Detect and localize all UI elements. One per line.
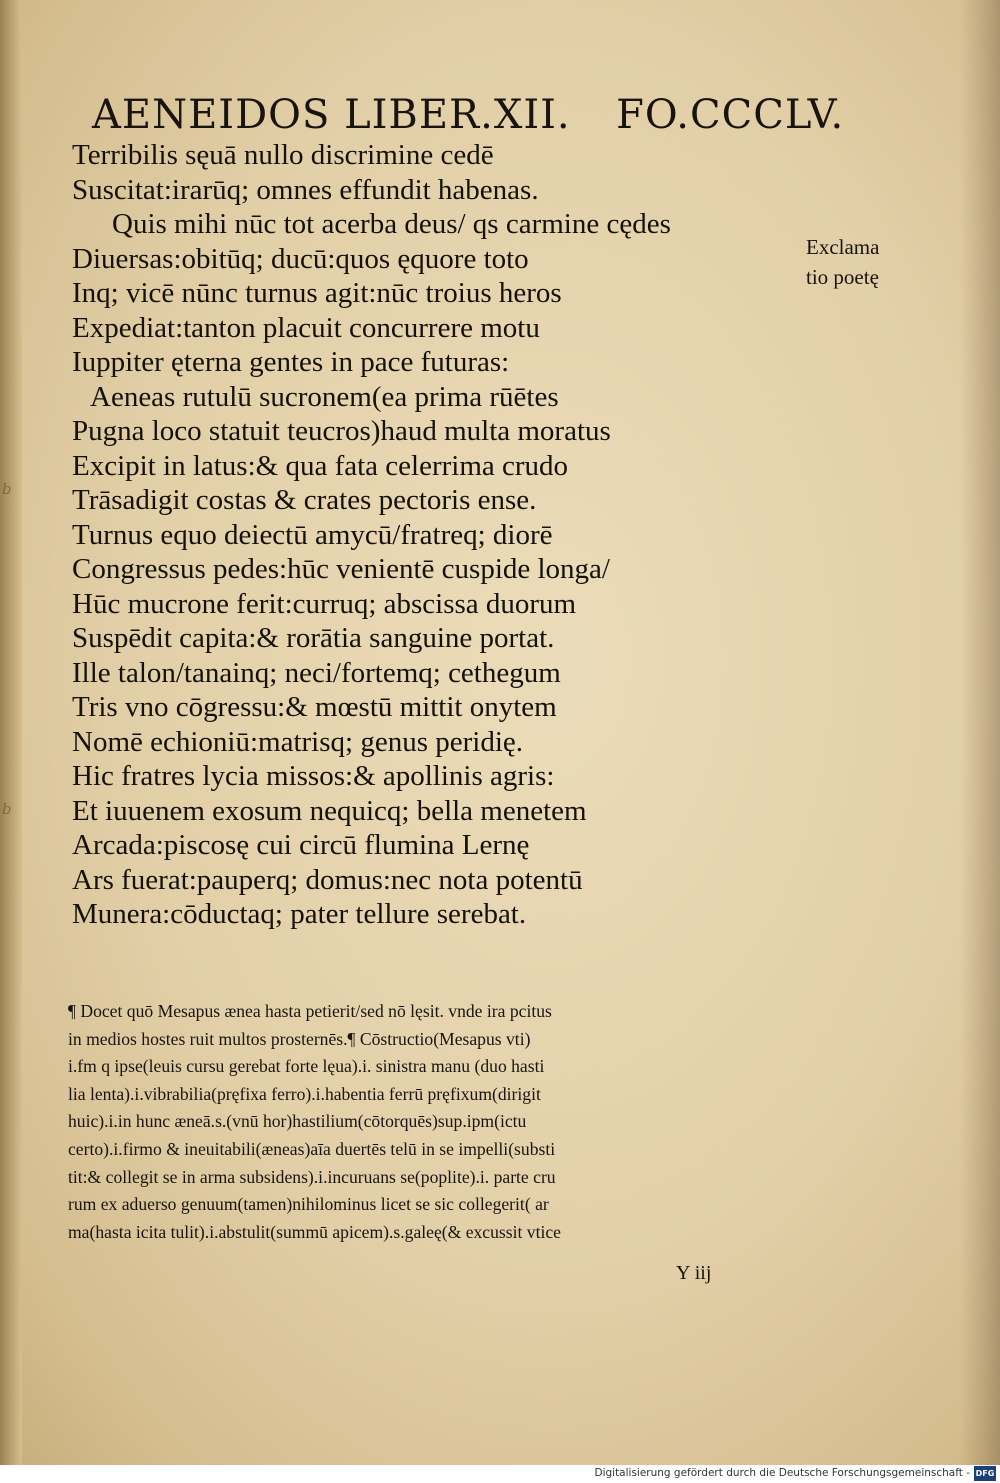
running-header — [92, 92, 845, 138]
marginal-note — [806, 232, 906, 292]
verse-line: Suscitat:irarūq; omnes effundit habenas. — [72, 173, 539, 206]
running-title: AENEIDOS LIBER.XII. — [92, 92, 571, 138]
commentary-line: i.fm q ipse(leuis cursu gerebat forte lęua).i. sinistra manu (duo hasti — [68, 1056, 545, 1077]
verse-line: Turnus equo deiectū amycū/fratreq; diorē — [72, 518, 553, 551]
commentary-line: ¶ Docet quō Mesapus ænea hasta petierit/sed nō lęsit. vnde ira pcitus — [68, 1001, 552, 1021]
verse-line: Aeneas rutulū sucronem(ea prima rūētes — [90, 380, 559, 413]
commentary-line: lia lenta).i.vibrabilia(pręfixa ferro).i.habentia ferrū pręfixum(dirigit — [68, 1083, 541, 1104]
verse-line: Nomē echioniū:matrisq; genus peridię. — [72, 725, 524, 758]
verse-line: Munera:cōductaq; pater tellure serebat. — [72, 898, 527, 930]
verse-line: Excipit in latus:& qua fata celerrima crudo — [72, 449, 569, 482]
verse-block — [72, 138, 792, 932]
commentary-line: in medios hostes ruit multos prosternēs.¶ Cōstructio(Mesapus vti) — [68, 1028, 531, 1049]
verse-line: Et iuuenem exosum nequicq; bella menetem — [72, 794, 587, 827]
verse-line: Expediat:tanton placuit concurrere motu — [72, 311, 540, 344]
dfg-logo-icon: DFG — [974, 1466, 996, 1481]
right-page-fold — [960, 0, 1000, 1465]
verse-line: Hic fratres lycia missos:& apollinis agris: — [72, 760, 555, 792]
marginal-note-line: Exclama — [806, 235, 880, 259]
verse-line: Inq; vicē nūnc turnus agit:nūc troius heros — [72, 277, 562, 309]
verse-line: Ars fuerat:pauperq; domus:nec nota potentū — [72, 863, 583, 896]
verse-line: Congressus pedes:hūc venientē cuspide longa/ — [72, 553, 610, 585]
verse-line: Terribilis sęuā nullo discrimine cedē — [72, 139, 494, 171]
verse-line: Tris vno cōgressu:& mœstū mittit onytem — [72, 691, 557, 723]
marginal-note-line: tio poetę — [806, 265, 879, 289]
verse-line: Arcada:piscosę cui circū flumina Lernę — [72, 829, 530, 861]
footer-credit: Digitalisierung gefördert durch die Deutsche Forschungsgemeinschaft - — [594, 1467, 970, 1479]
folio-number: FO.CCCLV. — [616, 92, 845, 138]
verse-line: Quis mihi nūc tot acerba deus/ qs carmine cędes — [112, 208, 671, 240]
commentary-line: rum ex aduerso genuum(tamen)nihilominus licet se sic collegerit( ar — [68, 1194, 549, 1215]
verse-line: Hūc mucrone ferit:curruq; abscissa duorum — [72, 587, 577, 620]
verse-line: Pugna loco statuit teucros)haud multa moratus — [72, 415, 611, 447]
verse-line: Diuersas:obitūq; ducū:quos ęquore toto — [72, 242, 529, 275]
commentary-block — [68, 998, 788, 1246]
commentary-line: huic).i.in hunc æneā.s.(vnū hor)hastilium(cōtorquēs)sup.ipm(ictu — [68, 1111, 527, 1132]
verse-line: Trāsadigit costas & crates pectoris ense. — [72, 484, 537, 516]
commentary-line: ma(hasta icita tulit).i.abstulit(summū apicem).s.galeę(& excussit vtice — [68, 1221, 561, 1242]
commentary-line: tit:& collegit se in arma subsidens).i.incuruans se(poplite).i. parte cru — [68, 1166, 556, 1187]
verse-line: Suspēdit capita:& rorātia sanguine portat. — [72, 622, 555, 654]
verse-line: Ille talon/tanainq; neci/fortemq; cethegum — [72, 656, 561, 689]
signature-mark: Y iij — [676, 1262, 712, 1284]
left-page-edge: b b — [0, 0, 22, 1465]
verse-line: Iuppiter ęterna gentes in pace futuras: — [72, 346, 510, 378]
commentary-line: certo).i.firmo & ineuitabili(æneas)aīa duertēs telū in se impelli(substi — [68, 1138, 556, 1159]
